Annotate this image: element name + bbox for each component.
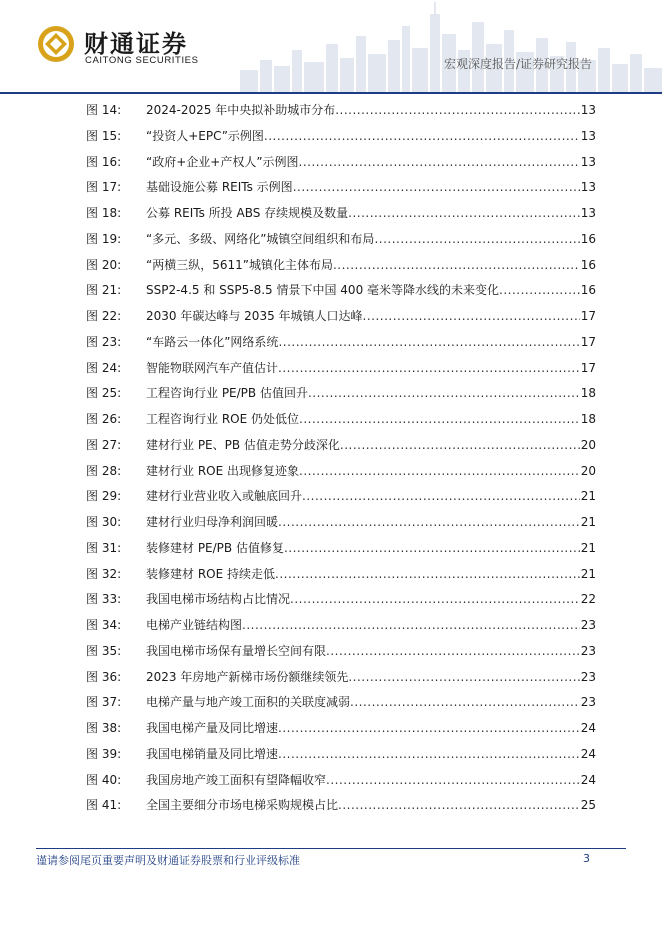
toc-figure-label: 图 37:: [86, 695, 122, 710]
toc-entry[interactable]: [86, 692, 596, 712]
toc-page-number: 16: [580, 231, 596, 246]
header-divider: [0, 92, 662, 94]
toc-figure-title: SSP2-4.5 和 SSP5-8.5 情景下中国 400 毫米等降水线的未来变化 .....: [146, 280, 580, 300]
toc-entry[interactable]: [86, 770, 596, 790]
toc-page-number: 23: [580, 643, 596, 658]
toc-figure-label: 图 16:: [86, 154, 122, 169]
toc-entry[interactable]: [86, 564, 596, 584]
toc-figure-title: 工程咨询行业 ROE 仍处低位 .....: [146, 409, 580, 429]
toc-entry[interactable]: [86, 486, 596, 506]
toc-figure-label: 图 17:: [86, 180, 122, 195]
toc-figure-label: 图 30:: [86, 515, 122, 529]
toc-entry[interactable]: [86, 100, 596, 120]
toc-entry[interactable]: [86, 795, 596, 815]
toc-page-number: 23: [580, 695, 596, 710]
toc-figure-title: “投资人+EPC”示例图 .....: [146, 126, 580, 146]
toc-figure-title: 装修建材 PE/PB 估值修复 .....: [146, 538, 580, 558]
toc-page-number: 22: [580, 592, 596, 607]
toc-figure-label: 图 26:: [86, 412, 122, 426]
toc-figure-label: 图 29:: [86, 489, 122, 504]
toc-page-number: 13: [580, 154, 596, 169]
toc-figure-label: 图 15:: [86, 128, 122, 143]
toc-entry[interactable]: [86, 383, 596, 403]
toc-figure-label: 图 34:: [86, 618, 122, 632]
toc-page-number: 17: [580, 309, 596, 323]
toc-entry[interactable]: [86, 255, 596, 275]
toc-figure-title: 我国电梯销量及同比增速 .....: [146, 744, 580, 764]
toc-figure-title: 全国主要细分市场电梯采购规模占比 .....: [146, 795, 580, 815]
toc-entry[interactable]: [86, 203, 596, 223]
toc-figure-label: 图 24:: [86, 360, 122, 375]
toc-page-number: 21: [580, 566, 596, 581]
toc-entry[interactable]: [86, 177, 596, 197]
toc-page-number: 18: [580, 412, 596, 426]
toc-page-number: 18: [580, 386, 596, 401]
toc-entry[interactable]: [86, 306, 596, 326]
toc-page-number: 13: [580, 206, 596, 220]
toc-page-number: 24: [580, 721, 596, 735]
toc-figure-title: 我国电梯产量及同比增速 .....: [146, 718, 580, 738]
toc-page-number: 13: [580, 103, 596, 117]
toc-page-number: 23: [580, 669, 596, 684]
toc-entry[interactable]: [86, 126, 596, 146]
toc-figure-label: 图 14:: [86, 103, 122, 117]
toc-figure-title: 公募 REITs 所投 ABS 存续规模及数量 .....: [146, 203, 580, 223]
page-header: [0, 0, 662, 96]
toc-figure-label: 图 32:: [86, 566, 122, 581]
toc-entry[interactable]: [86, 667, 596, 687]
toc-figure-title: 建材行业 PE、PB 估值走势分歧深化 .....: [146, 435, 580, 455]
toc-page-number: 21: [580, 489, 596, 504]
toc-figure-title: 基础设施公募 REITs 示例图 .....: [146, 177, 580, 197]
toc-figure-title: 工程咨询行业 PE/PB 估值回升 .....: [146, 383, 580, 403]
toc-page-number: 17: [580, 334, 596, 349]
toc-figure-title: 我国电梯市场保有量增长空间有限 .....: [146, 641, 580, 661]
toc-page-number: 20: [580, 437, 596, 452]
brand-name-en: CAITONG SECURITIES: [85, 55, 199, 66]
toc-entry[interactable]: [86, 409, 596, 429]
brand-name-cn: 财通证券: [84, 30, 188, 58]
footer-disclaimer: 谨请参阅尾页重要声明及财通证券股票和行业评级标准: [36, 854, 300, 867]
toc-figure-label: 图 22:: [86, 309, 122, 323]
city-skyline-icon: [240, 0, 662, 92]
toc-page-number: 24: [580, 772, 596, 787]
toc-entry[interactable]: [86, 615, 596, 635]
toc-figure-label: 图 33:: [86, 592, 122, 607]
toc-figure-title: 我国电梯市场结构占比情况 .....: [146, 589, 580, 609]
toc-figure-label: 图 40:: [86, 772, 122, 787]
toc-figure-label: 图 39:: [86, 746, 122, 761]
toc-entry[interactable]: [86, 358, 596, 378]
toc-entry[interactable]: [86, 538, 596, 558]
page-number: 3: [583, 852, 590, 865]
toc-figure-label: 图 23:: [86, 334, 122, 349]
toc-figure-label: 图 25:: [86, 386, 122, 401]
toc-entry[interactable]: [86, 641, 596, 661]
report-type-label: 宏观深度报告/证券研究报告: [443, 57, 592, 71]
caitong-coin-logo-icon: [36, 24, 76, 64]
toc-figure-label: 图 38:: [86, 721, 122, 735]
toc-figure-label: 图 19:: [86, 231, 122, 246]
toc-figure-title: 建材行业归母净利润回暖 .....: [146, 512, 580, 532]
toc-entry[interactable]: [86, 589, 596, 609]
toc-figure-title: 电梯产业链结构图 .....: [146, 615, 580, 635]
toc-figure-title: “车路云一体化”网络系统 .....: [146, 332, 580, 352]
toc-figure-label: 图 31:: [86, 540, 122, 555]
toc-figure-title: 智能物联网汽车产值估计 .....: [146, 358, 580, 378]
toc-figure-title: “多元、多级、网络化”城镇空间组织和布局 .....: [146, 229, 580, 249]
toc-figure-title: 电梯产量与地产竣工面积的关联度减弱 .....: [146, 692, 580, 712]
toc-page-number: 13: [580, 128, 596, 143]
toc-figure-title: 建材行业 ROE 出现修复迹象 .....: [146, 461, 580, 481]
toc-page-number: 20: [580, 463, 596, 478]
toc-entry[interactable]: [86, 229, 596, 249]
toc-figure-title: 我国房地产竣工面积有望降幅收窄 .....: [146, 770, 580, 790]
toc-page-number: 24: [580, 746, 596, 761]
toc-figure-title: “两横三纵，5611”城镇化主体布局 .....: [146, 255, 580, 275]
toc-figure-label: 图 20:: [86, 257, 122, 272]
toc-figure-title: 2024-2025 年中央拟补助城市分布 .....: [146, 100, 580, 120]
toc-entry[interactable]: [86, 718, 596, 738]
toc-figure-title: 装修建材 ROE 持续走低 .....: [146, 564, 580, 584]
toc-entry[interactable]: [86, 744, 596, 764]
footer-divider: [36, 848, 626, 849]
toc-figure-label: 图 28:: [86, 463, 122, 478]
toc-figure-label: 图 18:: [86, 206, 122, 220]
toc-entry[interactable]: [86, 435, 596, 455]
toc-figure-label: 图 21:: [86, 283, 122, 298]
toc-figure-label: 图 27:: [86, 437, 122, 452]
toc-entry[interactable]: [86, 512, 596, 532]
toc-page-number: 23: [580, 618, 596, 632]
toc-page-number: 21: [580, 540, 596, 555]
toc-entry[interactable]: [86, 332, 596, 352]
toc-figure-label: 图 35:: [86, 643, 122, 658]
toc-figure-title: 2030 年碳达峰与 2035 年城镇人口达峰 .....: [146, 306, 580, 326]
toc-figure-title: 2023 年房地产新梯市场份额继续领先 .....: [146, 667, 580, 687]
toc-figure-label: 图 41:: [86, 798, 122, 813]
toc-page-number: 17: [580, 360, 596, 375]
toc-page-number: 13: [580, 180, 596, 195]
toc-page-number: 25: [580, 798, 596, 813]
toc-page-number: 16: [580, 257, 596, 272]
toc-entry[interactable]: [86, 461, 596, 481]
toc-entry[interactable]: [86, 152, 596, 172]
toc-figure-title: “政府+企业+产权人”示例图 .....: [146, 152, 580, 172]
toc-figure-label: 图 36:: [86, 669, 122, 684]
toc-page-number: 16: [580, 283, 596, 298]
toc-page-number: 21: [580, 515, 596, 529]
toc-figure-title: 建材行业营业收入或触底回升 .....: [146, 486, 580, 506]
toc-entry[interactable]: [86, 280, 596, 300]
